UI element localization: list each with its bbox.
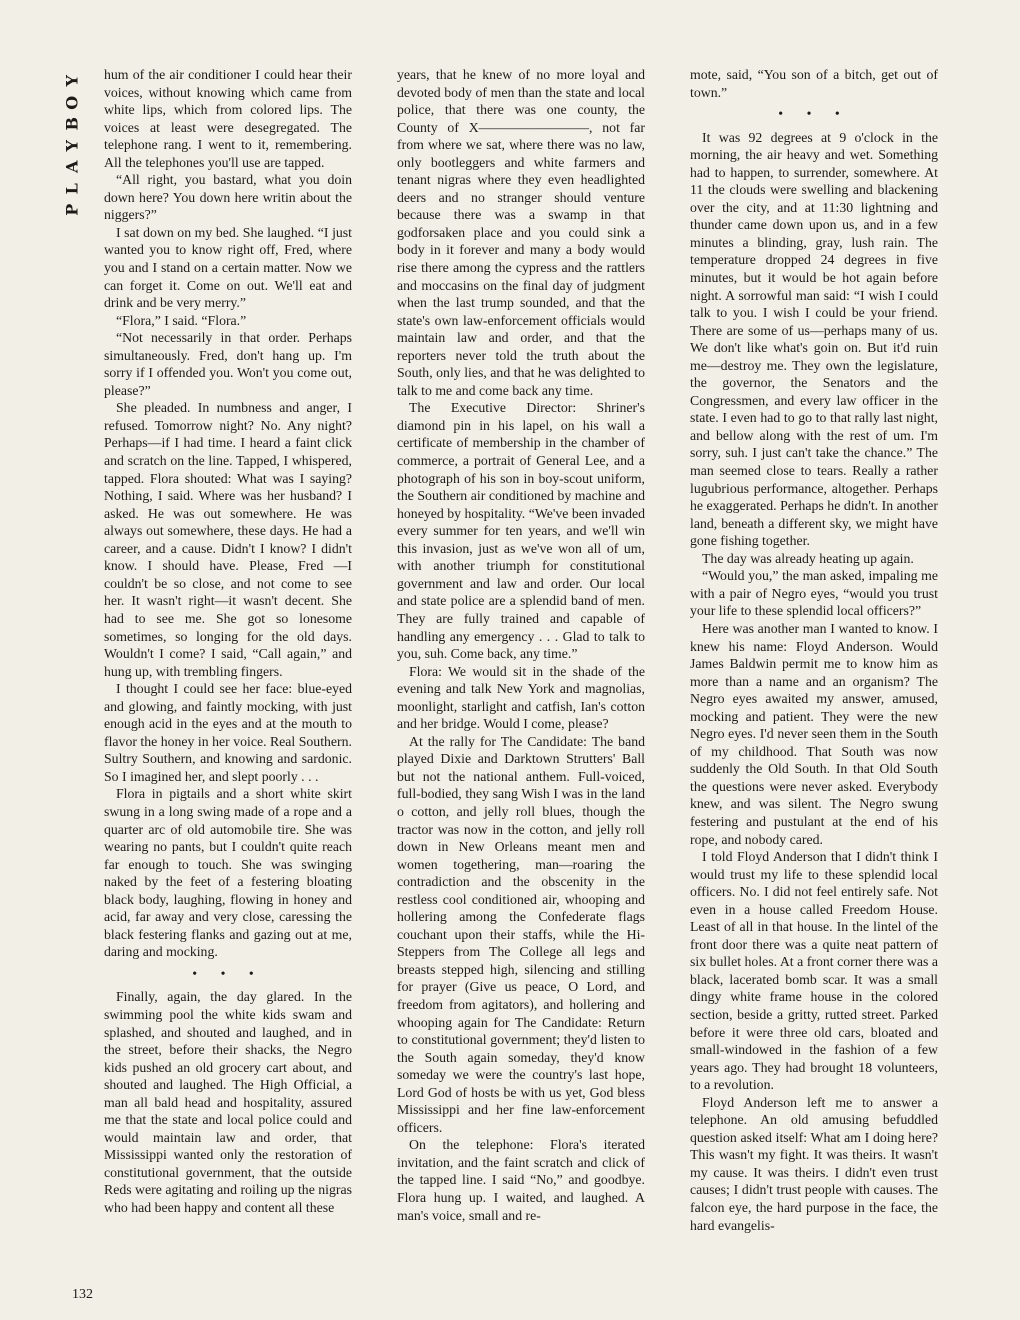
text-column-3 [690, 66, 938, 1234]
paragraph: “Flora,” I said. “Flora.” [116, 312, 247, 328]
paragraph: I told Floyd Anderson that I didn't think I would trust my life to these splendid local officers. No. I did not feel entirely safe. Not even in a house called Freedom House. Least of all in that house. In the lintel of the front door there was a quite neat pattern of six bullet holes. At a front corner there was a black, lacerated bomb scar. It was a small dingy white frame house in the colored section, beside a gritty, rutted street. Parked before it were three old cars, bloated and small-windowed in the fashion of a few years ago. They had brought 18 volunteers, to a revolution. [690, 849, 938, 1093]
paragraph: Finally, again, the day glared. In the swimming pool the white kids swam and splashed, and shouted and laughed, and in the street, before their shacks, the Negro kids pushed an old grocery cart about, and shouted and laughed. The High Official, a man all bald head and hospitality, assured me that the state and local police could and would maintain law and order, that Mississippi wanted only the restoration of constitutional government, that the outside Reds were agitating and roiling up the nigras who had been happy and content all these [104, 989, 352, 1215]
paragraph: Flora: We would sit in the shade of the evening and talk New York and magnolias, moonlight, starlight and catfish, Ian's cotton and her bridge. Would I come, please? [397, 663, 645, 732]
magazine-name-letter: L [62, 182, 82, 194]
paragraph: hum of the air conditioner I could hear their voices, without knowing which came from white lips, which from colored lips. The voices at least were desegregated. The telephone rang. I went to it, remembering. All the telephones you'll use are tapped. [104, 67, 352, 170]
paragraph: years, that he knew of no more loyal and devoted body of men than the state and local police, that there was one county, the County of X————————, not far from where we sat, where there was no law, only bootleggers and white farmers and tenant nigras where they even headlighted deers and no stranger should venture because there was a swamp in that godforsaken place and you could sink a body in it forever and many a body would rise there among the cypress and the rattlers and moccasins on the final day of judgment when the last trump sounded, and that the state's own law-enforcement officials would maintain law and order, and that the reporters never told the truth about the South, only lies, and that he was delighted to talk to me and come back any time. [397, 67, 645, 398]
paragraph: “All right, you bastard, what you doin down here? You down here writin about the niggers?” [104, 172, 352, 223]
paragraph: I sat down on my bed. She laughed. “I just wanted you to know right off, Fred, where you and I stand on a certain matter. Now we can forget it. Come on out. We'll eat and drink and be very merry.” [104, 224, 352, 311]
paragraph: I thought I could see her face: blue-eyed and glowing, and faintly mocking, with just enough acid in the eyes and at the mouth to flavor the honey in her voice. Real Southern. Sultry Southern, and knowing and sardonic. So I imagined her, and slept poorly . . . [104, 681, 352, 784]
section-separator: • • • [778, 106, 850, 122]
paragraph: Floyd Anderson left me to answer a telephone. An old amusing befuddled question asked itself: What am I doing here? This wasn't my fight. It was theirs. It wasn't my cause. It was theirs. I didn't even trust causes; I didn't trust people with causes. The falcon eye, the hard purpose in the face, the hard evangelis- [690, 1094, 938, 1233]
magazine-name-letter: O [62, 95, 82, 110]
paragraph: “Would you,” the man asked, impaling me with a pair of Negro eyes, “would you trust your life to these splendid local officers?” [690, 568, 938, 619]
paragraph: The day was already heating up again. [702, 550, 914, 566]
text-column-2 [397, 66, 645, 1224]
text-column-1 [104, 66, 352, 1217]
magazine-name-letter: A [62, 160, 82, 173]
paragraph: “Not necessarily in that order. Perhaps simultaneously. Fred, don't hang up. I'm sorry if I offended you. Won't you come out, please?” [104, 330, 352, 398]
paragraph: At the rally for The Candidate: The band played Dixie and Darktown Strutters' Ball but not the national anthem. Full-voiced, full-bodied, they sang Wish I was in the land o cotton, and jelly roll blues, though the tractor was now in the cotton, and jelly roll down in New Orleans meant men and women togethering, man—roaring the contradiction and the obscenity in the restless cool conditioned air, whooping and hollering among the Confederate flags couchant upon their staffs, while the Hi-Steppers from The College all legs and breasts stepped high, silencing and stilling for prayer (Give us peace, O Lord, and freedom from agitators), and hollering and whooping again for The Candidate: Return to constitutional government; they'd listen to the South again someday, they'd know someday we were the country's last hope, Lord God of hosts be with us yet, God bless Mississippi and her fine law-enforcement officers. [397, 733, 645, 1135]
paragraph: She pleaded. In numbness and anger, I refused. Tomorrow night? No. Any night? Perhaps—if I had time. I heard a faint click and scratch on the line. Tapped, I whispered, tapped. Flora shouted: What was I saying? Nothing, I said. Where was her husband? I asked. He was out somewhere. He was always out somewhere, these days. He had a career, and a cause. Didn't I know? I didn't know. I should have. Please, Fred —I couldn't be so close, and not come to see her. It wasn't right—it wasn't decent. She had to see me. She got so lonesome sometimes, so longing for the old days. Wouldn't I come? I said, “Call again,” and hung up, with trembling fingers. [104, 400, 352, 679]
paragraph: On the telephone: Flora's iterated invitation, and the faint scratch and click of the tapped line. I said “No,” and goodbye. Flora hung up. I waited, and laughed. A man's voice, small and re- [397, 1137, 645, 1223]
paragraph: It was 92 degrees at 9 o'clock in the morning, the air heavy and wet. Something had to happen, to surrender, somewhere. At 11 the clouds were swelling and blackening over the city, and at 11:30 lightning and thunder came down upon us, and in a few minutes a blinding, gray, lush rain. The temperature dropped 24 degrees in five minutes, but it would be hot again before night. A sorrowful man said: “I wish I could talk to you. I wish I could be your friend. There are some of us—perhaps many of us. We don't like what's goin on. But it'd ruin me—destroy me. They own the legislature, the governor, the Senators and the Congressmen, and every law officer in the state. I even had to go to that rally last night, and bellow along with the rest of um. I'm sorry, suh. I just can't take the chance.” The man seemed close to tears. Really a rather lugubrious performance, altogether. Perhaps he exaggerated. Perhaps he didn't. In another land, beneath a different sky, we might have gone fishing together. [690, 129, 938, 549]
page-number: 132 [72, 1287, 93, 1302]
magazine-name-letter: Y [62, 75, 82, 87]
magazine-name-letter: P [62, 203, 82, 216]
section-separator: • • • [192, 965, 264, 981]
magazine-name-vertical [64, 70, 94, 221]
paragraph: Flora in pigtails and a short white skirt swung in a long swing made of a rope and a quarter arc of old automobile tire. She was wearing no pants, but I couldn't quite reach far enough to touch. She was swinging naked by the feet of a festering bloating black body, laughing, flowing in honey and acid, far away and very close, caressing the black festering flanks and gazing out at me, daring and mocking. [104, 786, 352, 960]
paragraph: mote, said, “You son of a bitch, get out of town.” [690, 67, 938, 100]
paragraph: The Executive Director: Shriner's diamond pin in his lapel, on his wall a certificate of membership in the chamber of commerce, a portrait of General Lee, and a photograph of his son in boy-scout uniform, the Southern air conditioned by machine and honeyed by hospitality. “We've been invaded every summer for ten years, and we'll win this invasion, just as we've won all of um, with another triumph for constitutional government and law and order. Our local and state police are a splendid band of men. They are fully trained and capable of handling any emergency . . . Glad to talk to you, suh. Come back, any time.” [397, 400, 645, 662]
magazine-name-letter: Y [62, 139, 82, 151]
magazine-name-letter: B [62, 116, 82, 131]
paragraph: Here was another man I wanted to know. I knew his name: Floyd Anderson. Would James Baldwin permit me to know him as more than a name and an organism? The Negro eyes awaited my answer, amused, mocking and patient. They were the new Negro eyes. I'd never seen them in the South of my childhood. That South was now suddenly the Old South. In that Old South the questions were never asked. Everybody knew, and was silent. The Negro swung festering and pustulant at the end of his rope, and nobody cared. [690, 620, 938, 847]
